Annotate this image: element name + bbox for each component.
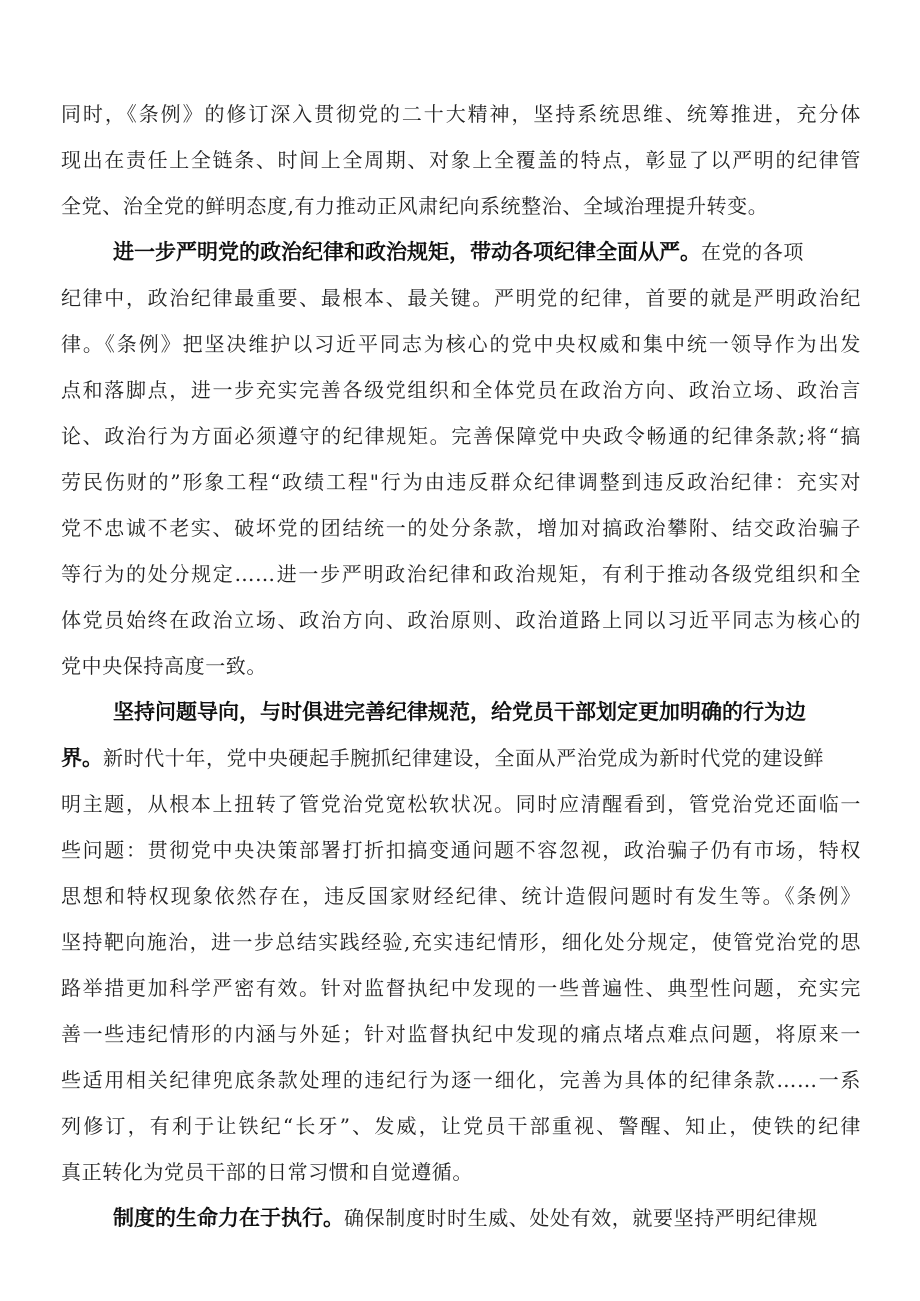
text-line: 等行为的处分规定……进一步严明政治纪律和政治规矩，有利于推动各级党组织和全: [61, 562, 861, 586]
paragraph-line: [61, 735, 861, 781]
text-line: 律。《条例》把坚决维护以习近平同志为核心的党中央权威和集中统一领导作为出发: [61, 332, 861, 356]
text-line: 些问题：贯彻党中央决策部署打折扣搞变通问题不容忽视，政治骗子仍有市场，特权: [61, 838, 861, 862]
text-line: 全党、治全党的鲜明态度,有力推动正风肃纪向系统整治、全域治理提升转变。: [61, 194, 769, 218]
paragraph-first-line: [113, 1195, 861, 1241]
paragraph-first-line: [113, 229, 861, 275]
text-line: 现出在责任上全链条、时间上全周期、对象上全覆盖的特点，彰显了以严明的纪律管: [61, 148, 861, 172]
text-line: 路举措更加科学严密有效。针对监督执纪中发现的一些普遍性、典型性问题，充实完: [61, 976, 861, 1000]
text-line: 些适用相关纪律兜底条款处理的违纪行为逐一细化，完善为具体的纪律条款……一系: [61, 1068, 861, 1092]
text-line: 同时，《条例》的修订深入贯彻党的二十大精神，坚持系统思维、统筹推进，充分体: [61, 102, 861, 126]
text-line: 党不忠诚不老实、破坏党的团结统一的处分条款，增加对搞政治攀附、结交政治骗子: [61, 516, 861, 540]
section-heading: 进一步严明党的政治纪律和政治规矩，带动各项纪律全面从严。: [113, 240, 701, 264]
section-heading: 制度的生命力在于执行。: [113, 1206, 344, 1230]
text-line: 党中央保持高度一致。: [61, 654, 267, 678]
text-run: 新时代十年，党中央硬起手腕抓纪律建设，全面从严治党成为新时代党的建设鲜: [103, 746, 824, 770]
text-line: 劳民伤财的”形象工程“政绩工程"行为由违反群众纪律调整到违反政治纪律：充实对: [61, 470, 861, 494]
text-line: 体党员始终在政治立场、政治方向、政治原则、政治道路上同以习近平同志为核心的: [61, 608, 861, 632]
text-line: 坚持靶向施治，进一步总结实践经验,充实违纪情形，细化处分规定，使管党治党的思: [61, 930, 861, 954]
text-line: 善一些违纪情形的内涵与外延；针对监督执纪中发现的痛点堵点难点问题，将原来一: [61, 1022, 861, 1046]
text-line: 明主题，从根本上扭转了管党治党宽松软状况。同时应清醒看到，管党治党还面临一: [61, 792, 861, 816]
text-line: 论、政治行为方面必须遵守的纪律规矩。完善保障党中央政令畅通的纪律条款;将“搞: [61, 424, 861, 448]
section-heading: 坚持问题导向，与时俱进完善纪律规范，给党员干部划定更加明确的行为边: [113, 700, 806, 724]
text-run: 在党的各项: [701, 240, 804, 264]
text-line: 点和落脚点，进一步充实完善各级党组织和全体党员在政治方向、政治立场、政治言: [61, 378, 861, 402]
text-line: 列修订，有利于让铁纪“长牙”、发威，让党员干部重视、警醒、知止，使铁的纪律: [61, 1114, 861, 1138]
text-run: 确保制度时时生威、处处有效，就要坚持严明纪律规: [344, 1206, 818, 1230]
text-line: 思想和特权现象依然存在，违反国家财经纪律、统计造假问题时有发生等。《条例》: [61, 884, 861, 908]
text-line: 真正转化为党员干部的日常习惯和自觉遵循。: [61, 1160, 473, 1184]
section-heading-end: 界。: [61, 746, 103, 770]
text-line: 纪律中，政治纪律最重要、最根本、最关键。严明党的纪律，首要的就是严明政治纪: [61, 286, 861, 310]
